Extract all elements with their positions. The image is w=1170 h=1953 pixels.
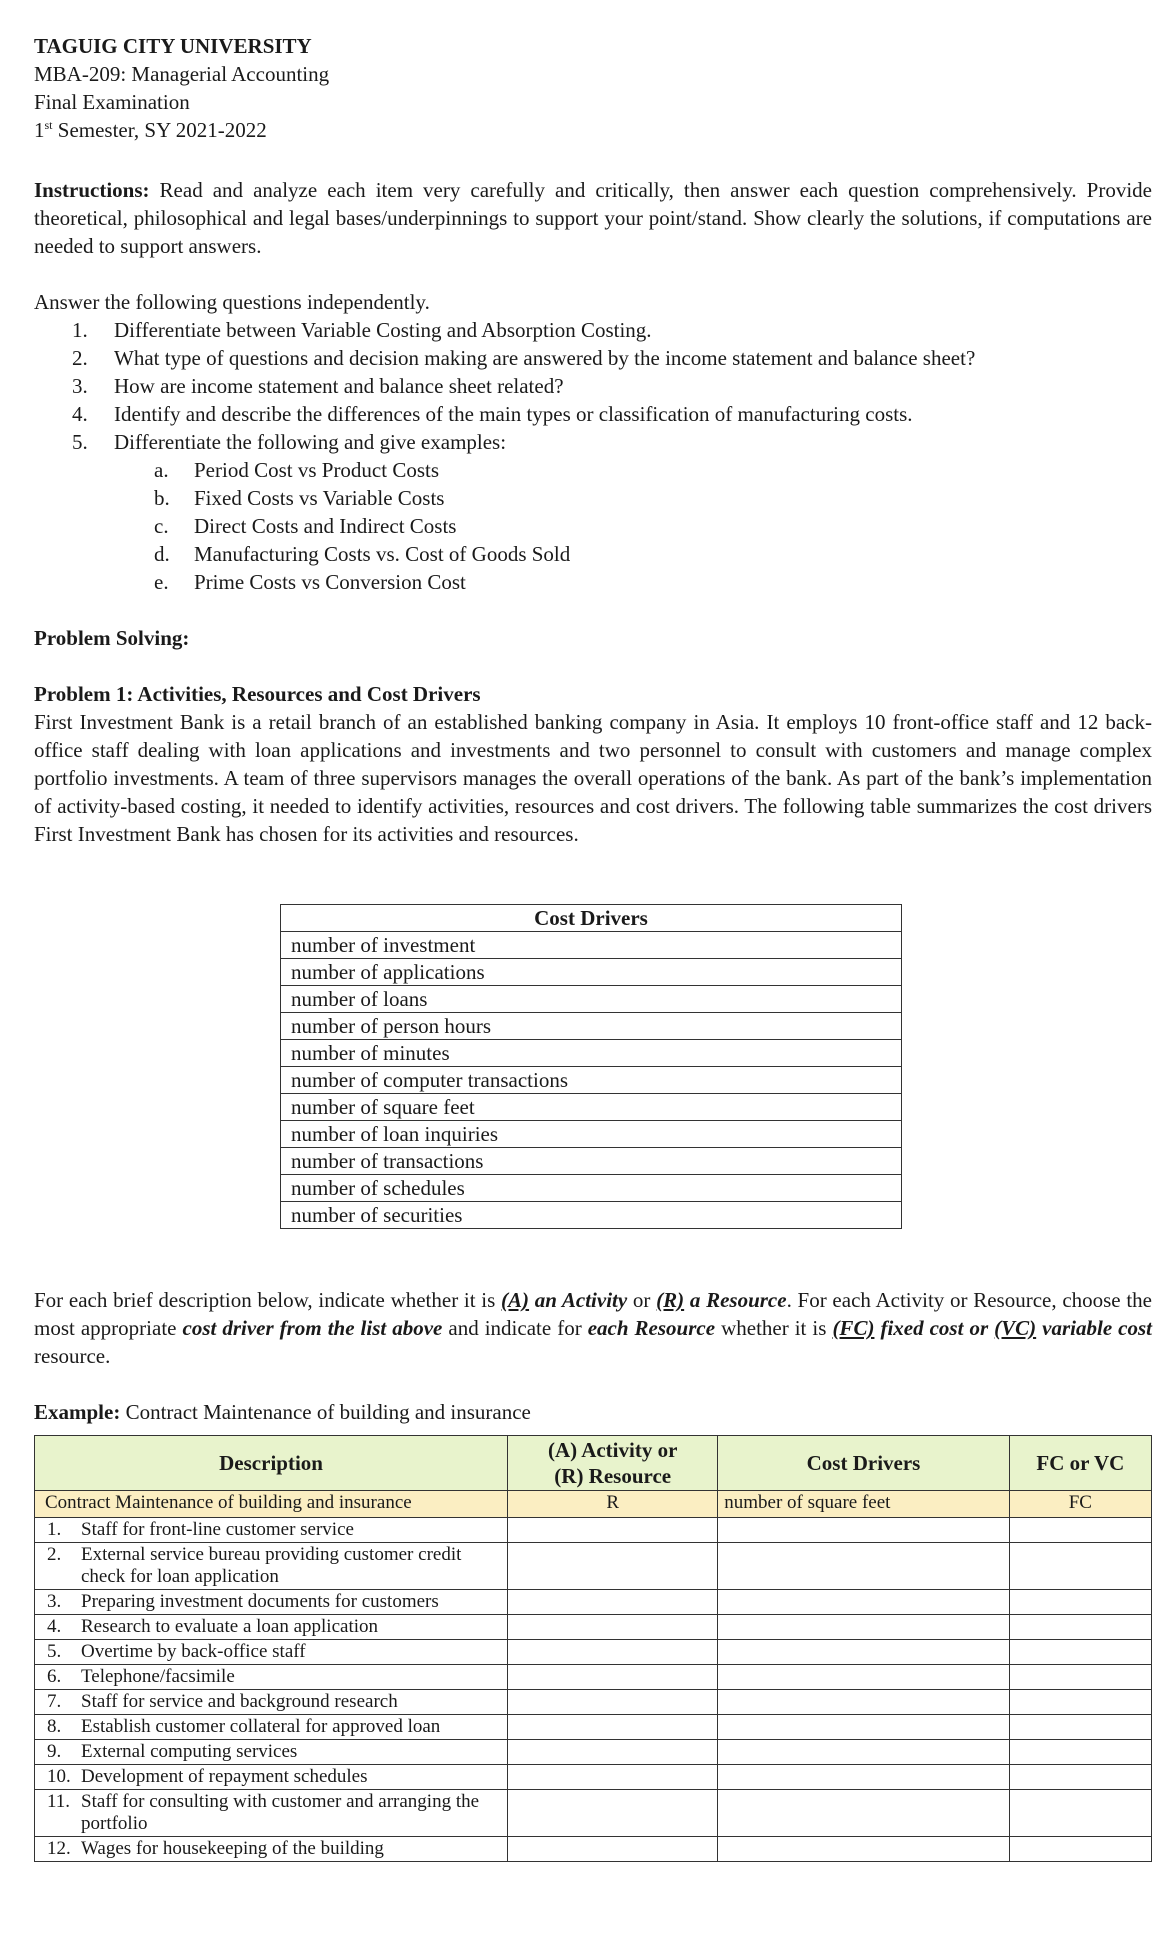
semester-line: 1st Semester, SY 2021-2022 xyxy=(34,118,267,142)
problem1-text: First Investment Bank is a retail branch of an established banking company in Asia. It employs 10 front-office staff and 12 back-office staff dealing with loan applications and investments and two personnel to consult with customers and manage complex portfolio investments. A team of three supervisors manages the overall operations of the bank. As part of the bank’s implementation of activity-based costing, it needed to identify activities, resources and cost drivers. The following table summarizes the cost drivers First Investment Bank has chosen for its activities and resources. xyxy=(34,710,1152,846)
cost-driver-row: number of transactions xyxy=(281,1148,902,1175)
sub-question-item: d. Manufacturing Costs vs. Cost of Goods Sold xyxy=(154,542,571,566)
answer-cell[interactable] xyxy=(1009,1837,1151,1862)
table-row: 4. Research to evaluate a loan application xyxy=(35,1615,1152,1640)
table-row: 7. Staff for service and background research xyxy=(35,1690,1152,1715)
answer-cell[interactable] xyxy=(508,1543,718,1590)
answer-cell[interactable] xyxy=(718,1640,1009,1665)
answer-cell[interactable] xyxy=(718,1837,1009,1862)
exam-title: Final Examination xyxy=(34,90,190,114)
sub-question-list xyxy=(34,456,1152,596)
table-row: 3. Preparing investment documents for customers xyxy=(35,1590,1152,1615)
answer-cell[interactable] xyxy=(1009,1665,1151,1690)
answer-cell[interactable] xyxy=(508,1715,718,1740)
cost-driver-row: number of minutes xyxy=(281,1040,902,1067)
table-row: 5. Overtime by back-office staff xyxy=(35,1640,1152,1665)
cost-driver-row: number of square feet xyxy=(281,1094,902,1121)
answer-cell[interactable] xyxy=(508,1615,718,1640)
question-item: 1. Differentiate between Variable Costing and Absorption Costing. xyxy=(72,318,652,342)
sub-question-item: c. Direct Costs and Indirect Costs xyxy=(154,514,457,538)
answer-cell[interactable] xyxy=(1009,1790,1151,1837)
cost-driver-row: number of loan inquiries xyxy=(281,1121,902,1148)
col-cost-drivers: Cost Drivers xyxy=(718,1436,1009,1491)
table-row: 9. External computing services xyxy=(35,1740,1152,1765)
answer-cell[interactable] xyxy=(508,1590,718,1615)
sub-question-item: e. Prime Costs vs Conversion Cost xyxy=(154,570,466,594)
answer-cell[interactable] xyxy=(1009,1590,1151,1615)
answer-cell[interactable] xyxy=(718,1543,1009,1590)
answer-cell[interactable] xyxy=(718,1518,1009,1543)
question-list xyxy=(34,316,1152,456)
problem1-title: Problem 1: Activities, Resources and Cost Drivers xyxy=(34,682,481,706)
answer-cell[interactable] xyxy=(1009,1715,1151,1740)
answer-cell[interactable] xyxy=(508,1640,718,1665)
answer-cell[interactable] xyxy=(1009,1543,1151,1590)
university-name: TAGUIG CITY UNIVERSITY xyxy=(34,34,312,58)
answer-cell[interactable] xyxy=(508,1765,718,1790)
cost-drivers-header: Cost Drivers xyxy=(281,905,902,932)
cost-driver-row: number of computer transactions xyxy=(281,1067,902,1094)
direction-text: For each brief description below, indicate whether it is (A) an Activity or (R) a Resource. For each Activity or Resource, choose the most appropriate cost driver from the list above and indicate for each Resource whether it is (FC) fixed cost or (VC) variable cost resource. xyxy=(34,1288,1153,1368)
sub-question-item: b. Fixed Costs vs Variable Costs xyxy=(154,486,445,510)
answer-cell[interactable] xyxy=(718,1690,1009,1715)
example-line: Example: Contract Maintenance of building and insurance xyxy=(34,1400,531,1424)
answer-cell[interactable] xyxy=(718,1715,1009,1740)
problem-solving-heading: Problem Solving: xyxy=(34,626,190,650)
answer-cell[interactable] xyxy=(508,1690,718,1715)
answer-cell[interactable] xyxy=(718,1790,1009,1837)
cost-driver-row: number of schedules xyxy=(281,1175,902,1202)
answer-cell[interactable] xyxy=(1009,1765,1151,1790)
table-row: 12. Wages for housekeeping of the building xyxy=(35,1837,1152,1862)
cost-drivers-table xyxy=(280,904,902,1229)
example-row: Contract Maintenance of building and insurance R number of square feet FC xyxy=(35,1491,1152,1518)
answer-cell[interactable] xyxy=(718,1765,1009,1790)
answer-cell[interactable] xyxy=(718,1590,1009,1615)
cost-driver-row: number of loans xyxy=(281,986,902,1013)
instructions: Instructions: Read and analyze each item very carefully and critically, then answer each question comprehensively. Provide theoretical, philosophical and legal bases/underpinnings to support your point/stand. Show clearly the solutions, if computations are needed to support answers. xyxy=(34,178,1152,258)
table-row: 10. Development of repayment schedules xyxy=(35,1765,1152,1790)
questions-intro: Answer the following questions independently. xyxy=(34,290,430,314)
cost-driver-row: number of person hours xyxy=(281,1013,902,1040)
col-description: Description xyxy=(35,1436,508,1491)
col-fc-vc: FC or VC xyxy=(1009,1436,1151,1491)
answer-cell[interactable] xyxy=(1009,1518,1151,1543)
example-table xyxy=(34,1435,1152,1862)
answer-cell[interactable] xyxy=(718,1665,1009,1690)
answer-cell[interactable] xyxy=(508,1790,718,1837)
question-item: 2. What type of questions and decision making are answered by the income statement and balance sheet? xyxy=(72,346,976,370)
answer-cell[interactable] xyxy=(508,1518,718,1543)
table-row: 11. Staff for consulting with customer and arranging the portfolio xyxy=(35,1790,1152,1837)
answer-cell[interactable] xyxy=(718,1615,1009,1640)
answer-cell[interactable] xyxy=(1009,1615,1151,1640)
cost-driver-row: number of investment xyxy=(281,932,902,959)
table-row: 1. Staff for front-line customer service xyxy=(35,1518,1152,1543)
table-row: 2. External service bureau providing customer credit check for loan application xyxy=(35,1543,1152,1590)
course-title: MBA-209: Managerial Accounting xyxy=(34,62,330,86)
table-row: 6. Telephone/facsimile xyxy=(35,1665,1152,1690)
answer-cell[interactable] xyxy=(1009,1740,1151,1765)
cost-driver-row: number of securities xyxy=(281,1202,902,1229)
cost-driver-row: number of applications xyxy=(281,959,902,986)
col-activity-resource: (A) Activity or (R) Resource xyxy=(508,1436,718,1491)
question-item: 3. How are income statement and balance sheet related? xyxy=(72,374,564,398)
answer-cell[interactable] xyxy=(508,1740,718,1765)
answer-cell[interactable] xyxy=(508,1665,718,1690)
sub-question-item: a. Period Cost vs Product Costs xyxy=(154,458,440,482)
exam-page xyxy=(34,32,1153,1859)
answer-cell[interactable] xyxy=(508,1837,718,1862)
question-item: 4. Identify and describe the differences of the main types or classification of manufacturing costs. xyxy=(72,402,913,426)
table-row: 8. Establish customer collateral for approved loan xyxy=(35,1715,1152,1740)
answer-cell[interactable] xyxy=(1009,1690,1151,1715)
question-item: 5. Differentiate the following and give examples: xyxy=(72,430,507,454)
answer-cell[interactable] xyxy=(718,1740,1009,1765)
answer-cell[interactable] xyxy=(1009,1640,1151,1665)
